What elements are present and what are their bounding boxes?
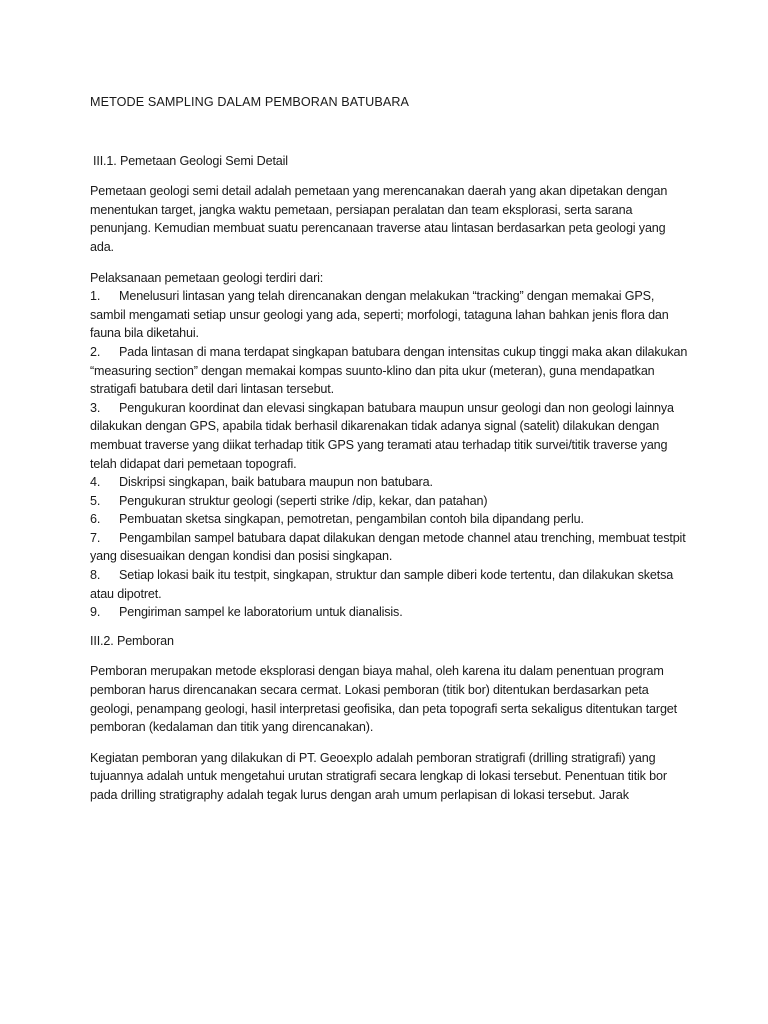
list-item-number: 4. bbox=[90, 475, 101, 490]
list-item-number: 3. bbox=[90, 400, 101, 415]
list-item-text: Diskripsi singkapan, baik batubara maupun non batubara. bbox=[119, 475, 433, 490]
paragraph-intro: Pemetaan geologi semi detail adalah pemetaan yang merencanakan daerah yang akan dipetakan dengan menentukan target, jangka waktu pemetaan, persiapan peralatan dan team eksplorasi, serta sarana penunjang. Kemudian membuat suatu perencanaan traverse atau lintasan berdasarkan peta geologi yang ada. bbox=[90, 184, 668, 254]
list-item-number: 9. bbox=[90, 605, 101, 620]
list-item bbox=[90, 510, 690, 529]
section-heading-pemetaan: III.1. Pemetaan Geologi Semi Detail bbox=[93, 153, 288, 168]
page-bottom-fade bbox=[0, 814, 768, 1024]
list-item-number: 8. bbox=[90, 568, 101, 583]
list-item bbox=[90, 287, 690, 343]
list-item bbox=[90, 473, 690, 492]
list-item-text: Pengukuran koordinat dan elevasi singkapan batubara maupun unsur geologi dan non geologi lainnya dilakukan dengan GPS, apabila tidak berhasil dikarenakan tidak adanya signal (satelit) dilakukan dengan membuat traverse yang diikat terhadap titik GPS yang teramati atau terhadap titik survei/titik traverse yang telah didapat dari pemetaan topografi. bbox=[90, 400, 674, 471]
list-item-text: Pengiriman sampel ke laboratorium untuk dianalisis. bbox=[119, 605, 403, 620]
list-item-text: Menelusuri lintasan yang telah direncanakan dengan melakukan “tracking” dengan memakai GPS, sambil mengamati setiap unsur geologi yang ada, seperti; morfologi, tataguna lahan bahkan jenis flora dan fauna bila diketahui. bbox=[90, 289, 669, 341]
list-item bbox=[90, 492, 690, 511]
list-item-text: Pengukuran struktur geologi (seperti strike /dip, kekar, dan patahan) bbox=[119, 493, 488, 508]
list-item bbox=[90, 603, 690, 622]
list-item bbox=[90, 399, 690, 473]
document-title: METODE SAMPLING DALAM PEMBORAN BATUBARA bbox=[90, 95, 410, 109]
paragraph-pemboran-1: Pemboran merupakan metode eksplorasi dengan biaya mahal, oleh karena itu dalam penentuan program pemboran harus direncanakan secara cermat. Lokasi pemboran (titik bor) ditentukan berdasarkan peta geologi, penampang geologi, hasil interpretasi geofisika, dan peta topografi serta sekaligus ditentukan target pemboran (kedalaman dan titik yang direncanakan). bbox=[90, 664, 677, 735]
section-heading-pemboran: III.2. Pemboran bbox=[90, 633, 174, 648]
list-item bbox=[90, 343, 690, 399]
list-item-number: 5. bbox=[90, 493, 101, 508]
list-item bbox=[90, 566, 690, 603]
list-item-text: Pembuatan sketsa singkapan, pemotretan, pengambilan contoh bila dipandang perlu. bbox=[119, 512, 584, 527]
list-item-number: 2. bbox=[90, 344, 101, 359]
list-item-text: Setiap lokasi baik itu testpit, singkapan, struktur dan sample diberi kode tertentu, dan dilakukan sketsa atau dipotret. bbox=[90, 568, 674, 601]
document-body bbox=[90, 93, 690, 805]
list-item-number: 1. bbox=[90, 289, 101, 304]
list-item-text: Pada lintasan di mana terdapat singkapan batubara dengan intensitas cukup tinggi maka akan dilakukan “measuring section” dengan memakai kompas suunto-klino dan pita ukur (meteran), guna mendapatkan stratigafi batubara detil dari lintasan tersebut. bbox=[90, 344, 688, 397]
list-item-number: 6. bbox=[90, 512, 101, 527]
list-item-number: 7. bbox=[90, 530, 101, 545]
list-item bbox=[90, 529, 690, 566]
paragraph-pemboran-2: Kegiatan pemboran yang dilakukan di PT. Geoexplo adalah pemboran stratigrafi (drilling stratigrafi) yang tujuannya adalah untuk mengetahui urutan stratigrafi secara lengkap di lokasi tersebut. Penentuan titik bor pada drilling stratigraphy adalah tegak lurus dengan arah umum perlapisan di lokasi tersebut. Jarak bbox=[90, 750, 667, 802]
list-item-text: Pengambilan sampel batubara dapat dilakukan dengan metode channel atau trenching, membuat testpit yang disesuaikan dengan kondisi dan posisi singkapan. bbox=[90, 530, 686, 564]
list-intro: Pelaksanaan pemetaan geologi terdiri dari: bbox=[90, 270, 324, 285]
